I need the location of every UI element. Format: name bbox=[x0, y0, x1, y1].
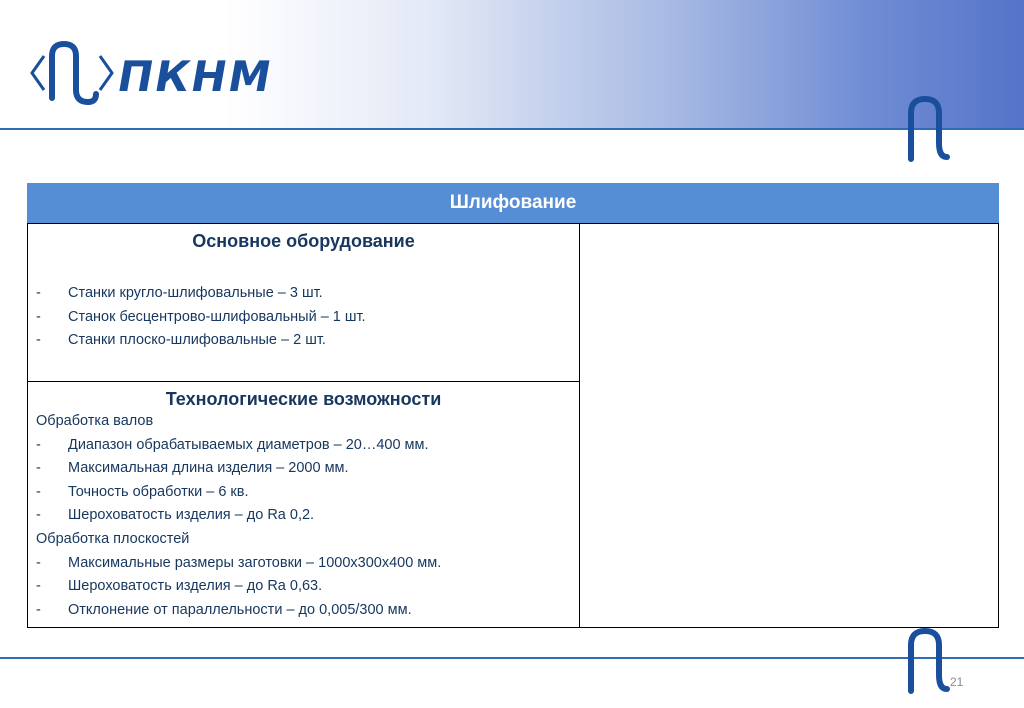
image-placeholder-cell bbox=[580, 224, 998, 627]
list-item: - Отклонение от параллельности – до 0,005/300 мм. bbox=[36, 601, 412, 618]
capabilities-cell bbox=[28, 382, 579, 627]
list-item: - Станки кругло-шлифовальные – 3 шт. bbox=[36, 285, 323, 301]
capabilities-title: Технологические возможности bbox=[165, 389, 442, 409]
table-header bbox=[27, 183, 999, 223]
list-item: - Станки плоско-шлифовальные – 2 шт. bbox=[36, 332, 326, 349]
shafts-heading: Обработка валов bbox=[36, 413, 154, 429]
left-column bbox=[28, 224, 580, 627]
logo-icon bbox=[30, 38, 114, 108]
table-body bbox=[27, 223, 999, 628]
list-item: - Максимальная длина изделия – 2000 мм. bbox=[36, 460, 349, 477]
list-item: - Максимальные размеры заготовки – 1000х300х400 мм. bbox=[36, 554, 442, 571]
brand-mark-icon bbox=[903, 625, 951, 695]
brand-mark-icon bbox=[903, 93, 951, 163]
list-item: - Точность обработки – 6 кв. bbox=[36, 483, 249, 500]
table-title: Шлифование bbox=[449, 192, 577, 213]
shafts-list bbox=[28, 434, 579, 528]
page-number: 21 bbox=[950, 675, 964, 689]
list-item: - Станок бесцентрово-шлифовальный – 1 шт. bbox=[36, 308, 366, 325]
equipment-list bbox=[28, 282, 579, 353]
planes-list bbox=[28, 552, 579, 623]
list-item: - Диапазон обрабатываемых диаметров – 20…400 мм. bbox=[36, 436, 429, 453]
equipment-cell bbox=[28, 224, 579, 382]
list-item: - Шероховатость изделия – до Ra 0,2. bbox=[36, 507, 315, 524]
list-item: - Шероховатость изделия – до Ra 0,63. bbox=[36, 578, 323, 595]
planes-heading: Обработка плоскостей bbox=[36, 530, 190, 547]
content-table bbox=[27, 183, 999, 628]
logo-text: ПКНМ bbox=[113, 52, 277, 101]
footer-divider bbox=[0, 657, 1024, 659]
equipment-title: Основное оборудование bbox=[192, 231, 415, 251]
